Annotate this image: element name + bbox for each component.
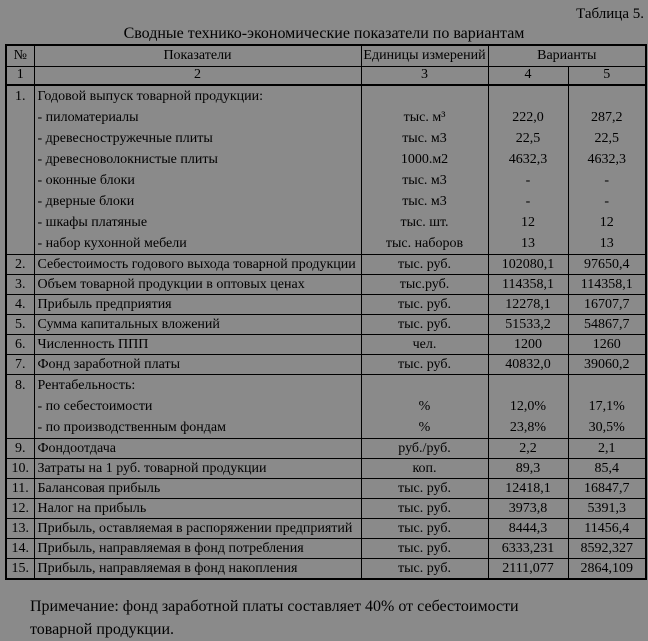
- variant-5-cell: [568, 558, 646, 579]
- indicator-text: - набор кухонной мебели: [37, 235, 187, 251]
- cell-value: тыс. руб.: [398, 540, 451, 556]
- variant-5-cell: [568, 254, 646, 274]
- variant-4-cell: [488, 274, 568, 294]
- header-variants: Варианты: [488, 45, 646, 67]
- indicators-table: [5, 44, 647, 580]
- cell-value: тыс. руб.: [398, 256, 451, 272]
- indicator-cell: [34, 438, 361, 458]
- table-row: [6, 334, 646, 354]
- footnote-line: товарной продукции.: [30, 620, 175, 638]
- indicator-cell: [34, 478, 361, 498]
- unit-cell: [361, 438, 488, 458]
- cell-value: [489, 86, 568, 107]
- variant-5-cell: [568, 538, 646, 558]
- table-row: [6, 458, 646, 478]
- indicator-cell: [34, 458, 361, 478]
- table-row: [6, 558, 646, 579]
- table-number-label: Таблица 5.: [576, 6, 644, 22]
- cell-value: 89,3: [515, 460, 541, 476]
- row-number-cell: 11.: [6, 478, 34, 498]
- cell-value: 2111,077: [502, 560, 554, 576]
- cell-value: 8444,3: [508, 520, 548, 536]
- cell-value: 4632,3: [587, 151, 626, 167]
- cell-value: 85,4: [594, 460, 619, 476]
- cell-value: 6333,231: [501, 540, 555, 556]
- cell-value: 4632,3: [508, 151, 548, 167]
- cell-value: 2,1: [598, 440, 616, 456]
- cell-value: 54867,7: [584, 316, 630, 332]
- table-row: [6, 254, 646, 274]
- unit-cell: [361, 374, 488, 438]
- unit-cell: [361, 254, 488, 274]
- indicator-cell: [34, 254, 361, 274]
- cell-value: тыс. шт.: [400, 214, 449, 230]
- variant-5-cell: [568, 458, 646, 478]
- indicator-cell: [34, 354, 361, 374]
- variant-4-cell: [488, 518, 568, 538]
- cell-value: тыс. руб.: [398, 316, 451, 332]
- row-number-cell: 6.: [6, 334, 34, 354]
- variant-4-cell: [488, 374, 568, 438]
- table-row: [6, 374, 646, 438]
- variant-4-cell: [488, 254, 568, 274]
- cell-value: 12: [521, 214, 535, 230]
- indicator-cell: [34, 558, 361, 579]
- cell-value: 5391,3: [587, 500, 626, 516]
- indicator-cell: [34, 538, 361, 558]
- unit-cell: [361, 354, 488, 374]
- cell-value: 2,2: [519, 440, 537, 456]
- cell-value: 2864,109: [580, 560, 633, 576]
- indicator-cell: [34, 498, 361, 518]
- variant-5-cell: [568, 374, 646, 438]
- cell-value: 22,5: [515, 130, 541, 146]
- variant-5-cell: [568, 314, 646, 334]
- variant-4-cell: [488, 85, 568, 255]
- cell-value: тыс. руб.: [398, 520, 451, 536]
- row-number-cell: 10.: [6, 458, 34, 478]
- cell-value: тыс. руб.: [398, 296, 451, 312]
- cell-value: тыс. м3: [402, 130, 447, 146]
- indicator-cell: [34, 374, 361, 438]
- unit-cell: [361, 314, 488, 334]
- cell-value: -: [604, 172, 610, 188]
- cell-value: чел.: [412, 336, 437, 352]
- variant-5-cell: [568, 354, 646, 374]
- row-number-cell: 1.: [6, 85, 34, 255]
- table-row: [6, 274, 646, 294]
- unit-cell: [361, 498, 488, 518]
- table-row: [6, 314, 646, 334]
- indicator-text: - по производственным фондам: [37, 419, 226, 435]
- indicator-text: Балансовая прибыль: [37, 480, 161, 496]
- header-num: №: [6, 45, 34, 67]
- indicator-text: - древесностружечные плиты: [37, 130, 213, 146]
- cell-value: 17,1%: [588, 398, 625, 414]
- cell-value: 51533,2: [505, 316, 551, 332]
- unit-cell: [361, 458, 488, 478]
- indicator-text: Прибыль предприятия: [37, 296, 172, 312]
- variant-4-cell: [488, 294, 568, 314]
- cell-value: тыс. м3: [402, 193, 447, 209]
- cell-value: тыс. м³: [403, 109, 446, 125]
- cell-value: 114358,1: [580, 276, 633, 292]
- table-row: [6, 438, 646, 458]
- cell-value: 102080,1: [501, 256, 555, 272]
- column-number: 1: [6, 67, 34, 85]
- variant-5-cell: [568, 438, 646, 458]
- cell-value: 30,5%: [588, 419, 625, 435]
- variant-4-cell: [488, 498, 568, 518]
- unit-cell: [361, 274, 488, 294]
- column-number: 4: [488, 67, 568, 85]
- table-body: [6, 85, 646, 579]
- row-number-cell: 4.: [6, 294, 34, 314]
- cell-value: тыс.руб.: [399, 276, 450, 292]
- cell-value: [489, 375, 568, 396]
- indicator-text: Прибыль, оставляемая в распоряжении предприятий: [37, 520, 353, 536]
- unit-cell: [361, 538, 488, 558]
- indicator-text: - дверные блоки: [37, 193, 135, 209]
- indicator-text: - древесноволокнистые плиты: [37, 151, 218, 167]
- variant-5-cell: [568, 518, 646, 538]
- cell-value: 12418,1: [505, 480, 551, 496]
- table-row: [6, 538, 646, 558]
- indicator-text: - по себестоимости: [37, 398, 153, 414]
- indicator-cell: [34, 294, 361, 314]
- cell-value: коп.: [412, 460, 437, 476]
- column-number: 5: [568, 67, 646, 85]
- indicator-text: Прибыль, направляемая в фонд потребления: [37, 540, 304, 556]
- variant-4-cell: [488, 354, 568, 374]
- cell-value: 12: [599, 214, 614, 230]
- cell-value: тыс. руб.: [398, 560, 451, 576]
- cell-value: 3973,8: [508, 500, 548, 516]
- cell-value: -: [604, 193, 610, 209]
- variant-4-cell: [488, 558, 568, 579]
- indicator-text: Себестоимость годового выхода товарной продукции: [37, 256, 356, 272]
- column-number: 3: [361, 67, 488, 85]
- indicator-text: Налог на прибыль: [37, 500, 147, 516]
- indicator-text: Фонд заработной платы: [37, 356, 181, 372]
- cell-value: 16847,7: [584, 480, 630, 496]
- column-number-row: [6, 67, 646, 85]
- cell-value: -: [525, 193, 531, 209]
- unit-cell: [361, 334, 488, 354]
- cell-value: тыс. руб.: [398, 480, 451, 496]
- row-number-cell: 15.: [6, 558, 34, 579]
- row-number-cell: 9.: [6, 438, 34, 458]
- unit-cell: [361, 558, 488, 579]
- footnote-line: Примечание: фонд заработной платы составляет 40% от себестоимости: [30, 597, 519, 615]
- cell-value: [362, 86, 488, 107]
- header-indicator: Показатели: [34, 45, 361, 67]
- row-number-cell: 8.: [6, 374, 34, 438]
- row-number-cell: 7.: [6, 354, 34, 374]
- indicator-cell: [34, 518, 361, 538]
- variant-5-cell: [568, 478, 646, 498]
- cell-value: 12,0%: [509, 398, 547, 414]
- cell-value: 287,2: [591, 109, 623, 125]
- cell-value: 13: [599, 235, 614, 251]
- cell-value: руб./руб.: [398, 440, 451, 456]
- variant-5-cell: [568, 274, 646, 294]
- cell-value: тыс. руб.: [398, 356, 451, 372]
- indicator-cell: [34, 314, 361, 334]
- cell-value: 39060,2: [584, 356, 630, 372]
- variant-4-cell: [488, 538, 568, 558]
- cell-value: 8592,327: [580, 540, 633, 556]
- cell-value: [569, 375, 646, 396]
- footnote: [30, 595, 608, 641]
- unit-cell: [361, 294, 488, 314]
- indicator-cell: [34, 334, 361, 354]
- table-row: [6, 518, 646, 538]
- header-units: Единицы измерений: [361, 45, 488, 67]
- cell-value: тыс. м3: [402, 172, 447, 188]
- row-number-cell: 3.: [6, 274, 34, 294]
- cell-value: 16707,7: [584, 296, 630, 312]
- table-row: [6, 354, 646, 374]
- indicator-text: Годовой выпуск товарной продукции:: [37, 88, 264, 104]
- indicator-text: Численность ППП: [37, 336, 149, 352]
- cell-value: 13: [521, 235, 535, 251]
- variant-4-cell: [488, 458, 568, 478]
- cell-value: [569, 86, 646, 107]
- indicator-text: Прибыль, направляемая в фонд накопления: [37, 560, 298, 576]
- unit-cell: [361, 85, 488, 255]
- column-number: 2: [34, 67, 361, 85]
- indicator-text: Фондоотдача: [37, 440, 116, 456]
- cell-value: 11456,4: [584, 520, 630, 536]
- cell-value: тыс. наборов: [385, 235, 464, 251]
- variant-4-cell: [488, 478, 568, 498]
- cell-value: 12278,1: [505, 296, 551, 312]
- cell-value: %: [418, 419, 431, 435]
- cell-value: 222,0: [512, 109, 544, 125]
- indicator-text: - шкафы платяные: [37, 214, 148, 230]
- cell-value: -: [525, 172, 531, 188]
- row-number-cell: 12.: [6, 498, 34, 518]
- table-row: [6, 294, 646, 314]
- table-row: [6, 498, 646, 518]
- indicator-cell: [34, 85, 361, 255]
- variant-4-cell: [488, 314, 568, 334]
- row-number-cell: 2.: [6, 254, 34, 274]
- indicator-text: Рентабельность:: [37, 377, 136, 393]
- variant-5-cell: [568, 85, 646, 255]
- indicator-text: Затраты на 1 руб. товарной продукции: [37, 460, 267, 476]
- variant-5-cell: [568, 294, 646, 314]
- row-number-cell: 14.: [6, 538, 34, 558]
- header-row: [6, 45, 646, 67]
- table-row: [6, 85, 646, 255]
- cell-value: 114358,1: [502, 276, 554, 292]
- variant-5-cell: [568, 334, 646, 354]
- table-title: Сводные технико-экономические показатели по вариантам: [123, 25, 525, 42]
- cell-value: [362, 375, 488, 396]
- variant-5-cell: [568, 498, 646, 518]
- variant-4-cell: [488, 438, 568, 458]
- cell-value: 1000.м2: [400, 151, 449, 167]
- cell-value: 22,5: [594, 130, 619, 146]
- unit-cell: [361, 518, 488, 538]
- cell-value: %: [418, 398, 431, 414]
- cell-value: тыс. руб.: [398, 500, 451, 516]
- row-number-cell: 13.: [6, 518, 34, 538]
- cell-value: 1200: [514, 336, 542, 352]
- row-number-cell: 5.: [6, 314, 34, 334]
- cell-value: 97650,4: [584, 256, 630, 272]
- table-row: [6, 478, 646, 498]
- cell-value: 40832,0: [505, 356, 551, 372]
- cell-value: 1260: [592, 336, 621, 352]
- unit-cell: [361, 478, 488, 498]
- indicator-text: - пиломатериалы: [37, 109, 139, 125]
- indicator-cell: [34, 274, 361, 294]
- indicator-text: Объем товарной продукции в оптовых ценах: [37, 276, 305, 292]
- cell-value: 23,8%: [509, 419, 547, 435]
- variant-4-cell: [488, 334, 568, 354]
- indicator-text: - оконные блоки: [37, 172, 135, 188]
- indicator-text: Сумма капитальных вложений: [37, 316, 220, 332]
